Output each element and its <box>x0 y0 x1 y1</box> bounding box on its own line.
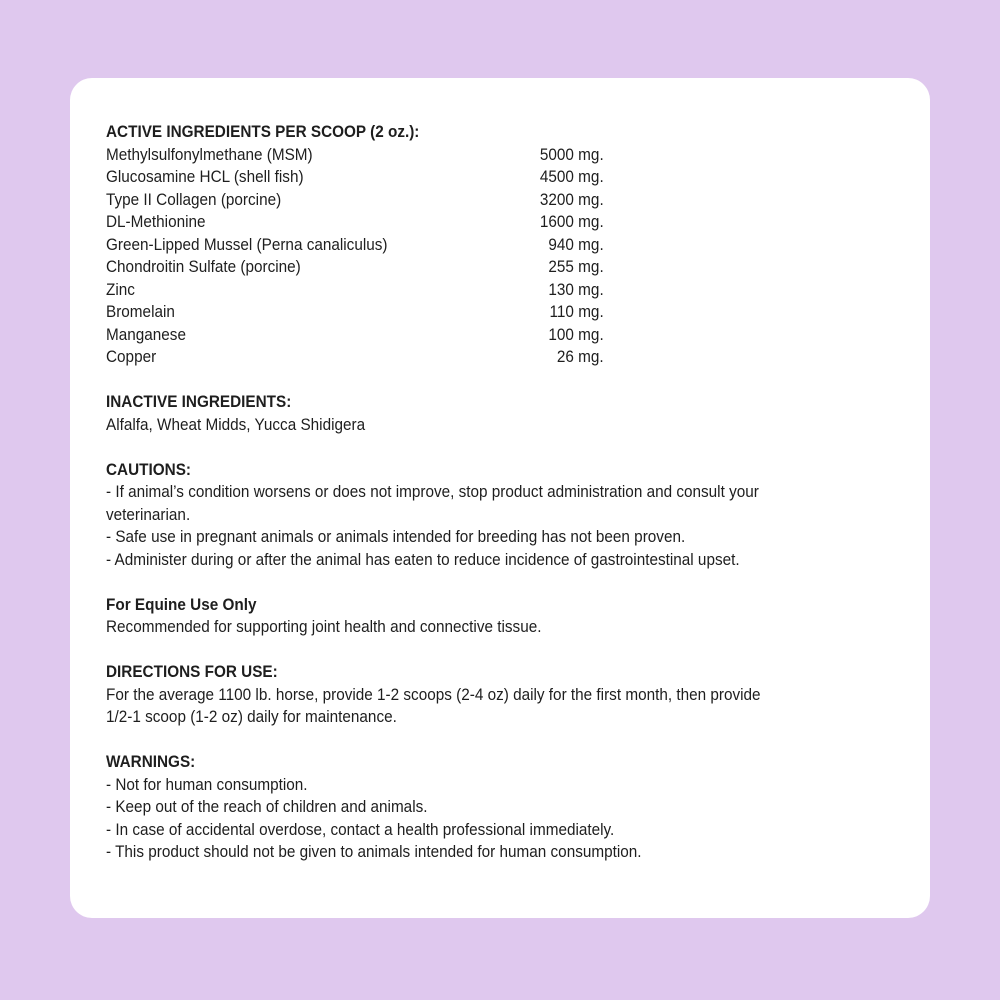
caution-line: - If animal’s condition worsens or does not improve, stop product administration and consult your <box>106 482 759 501</box>
ingredient-row <box>106 324 604 347</box>
ingredient-amount: 1600 mg. <box>539 212 604 231</box>
inactive-ingredients-section <box>106 391 894 436</box>
directions-line: For the average 1100 lb. horse, provide 1-2 scoops (2-4 oz) daily for the first month, then provide <box>106 684 761 704</box>
ingredient-name: Zinc <box>106 279 135 299</box>
ingredient-amount: 100 mg. <box>548 324 604 344</box>
ingredient-amount: 110 mg. <box>549 302 604 321</box>
warnings-heading: WARNINGS: <box>106 752 196 771</box>
ingredient-name: Type II Collagen (porcine) <box>106 189 282 209</box>
warning-line: - Not for human consumption. <box>106 774 308 794</box>
ingredient-amount: 4500 mg. <box>539 167 604 186</box>
ingredient-name: Methylsulfonylmethane (MSM) <box>106 144 313 164</box>
equine-heading: For Equine Use Only <box>106 594 257 614</box>
caution-line: - Administer during or after the animal has eaten to reduce incidence of gastrointestinal upset. <box>106 549 740 569</box>
ingredient-row <box>106 144 604 167</box>
warning-line: - Keep out of the reach of children and animals. <box>106 797 428 816</box>
caution-line: - Safe use in pregnant animals or animals intended for breeding has not been proven. <box>106 527 686 546</box>
ingredient-name: Copper <box>106 347 157 366</box>
cautions-section <box>106 459 894 572</box>
ingredient-row <box>106 346 604 369</box>
ingredient-amount: 255 mg. <box>548 257 604 276</box>
directions-line: 1/2-1 scoop (1-2 oz) daily for maintenance. <box>106 707 397 726</box>
cautions-heading: CAUTIONS: <box>106 459 192 479</box>
ingredient-name: Green-Lipped Mussel (Perna canaliculus) <box>106 234 388 254</box>
inactive-ingredients-heading: INACTIVE INGREDIENTS: <box>106 392 292 411</box>
ingredient-name: DL-Methionine <box>106 212 206 231</box>
ingredient-name: Manganese <box>106 324 186 344</box>
directions-heading: DIRECTIONS FOR USE: <box>106 662 278 681</box>
directions-section <box>106 661 894 729</box>
active-ingredients-section <box>106 121 894 369</box>
ingredient-name: Chondroitin Sulfate (porcine) <box>106 257 301 276</box>
label-content <box>106 121 894 864</box>
ingredient-row <box>106 256 604 279</box>
ingredient-row <box>106 211 604 234</box>
ingredient-amount: 3200 mg. <box>539 189 604 209</box>
ingredient-row <box>106 301 604 324</box>
ingredient-amount: 26 mg. <box>556 347 604 366</box>
caution-line: veterinarian. <box>106 504 191 524</box>
active-ingredients-heading: ACTIVE INGREDIENTS PER SCOOP (2 oz.): <box>106 122 420 141</box>
ingredient-row <box>106 189 604 212</box>
ingredient-list <box>106 144 894 369</box>
label-card <box>70 78 930 918</box>
warnings-section <box>106 751 894 864</box>
ingredient-amount: 940 mg. <box>548 234 604 254</box>
warning-line: - This product should not be given to animals intended for human consumption. <box>106 842 642 861</box>
equine-text: Recommended for supporting joint health and connective tissue. <box>106 617 542 636</box>
ingredient-row <box>106 166 604 189</box>
ingredient-row <box>106 279 604 302</box>
ingredient-name: Bromelain <box>106 302 175 321</box>
ingredient-amount: 130 mg. <box>548 279 604 299</box>
equine-section <box>106 594 894 639</box>
ingredient-row <box>106 234 604 257</box>
inactive-ingredients-text: Alfalfa, Wheat Midds, Yucca Shidigera <box>106 414 366 434</box>
warning-line: - In case of accidental overdose, contact a health professional immediately. <box>106 819 615 839</box>
ingredient-name: Glucosamine HCL (shell fish) <box>106 167 304 186</box>
ingredient-amount: 5000 mg. <box>539 144 604 164</box>
